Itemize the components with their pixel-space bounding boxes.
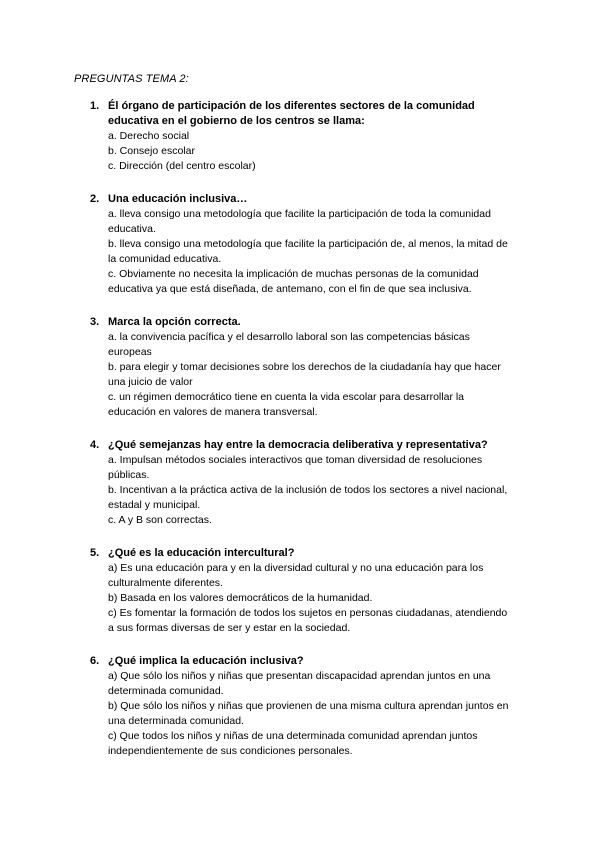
answer-option: c) Que todos los niños y niñas de una determinada comunidad aprendan juntos independientemente de sus condiciones personales.	[108, 730, 478, 757]
question-number: 6.	[90, 655, 100, 667]
question-text: ¿Qué implica la educación inclusiva?	[108, 655, 304, 667]
page-heading: PREGUNTAS TEMA 2:	[74, 73, 189, 85]
answer-option: a. la convivencia pacífica y el desarrollo laboral son las competencias básicas europeas	[108, 331, 470, 358]
question-item	[90, 654, 510, 759]
question-item	[90, 192, 510, 297]
answer-options	[108, 561, 510, 636]
question-number: 2.	[90, 193, 100, 205]
answer-options	[108, 453, 510, 528]
question-text: Una educación inclusiva…	[108, 193, 248, 205]
answer-option: b) Basada en los valores democráticos de la humanidad.	[108, 592, 373, 604]
answer-option: a. Derecho social	[108, 130, 190, 142]
answer-option: b) Que sólo los niños y niñas que provienen de una misma cultura aprendan juntos en una determinada comunidad.	[108, 700, 509, 727]
answer-options	[108, 207, 510, 297]
question-text: Él órgano de participación de los diferentes sectores de la comunidad educativa en el gobierno de los centros se llama:	[108, 100, 475, 127]
question-number: 4.	[90, 439, 100, 451]
answer-option: b. para elegir y tomar decisiones sobre los derechos de la ciudadanía hay que hacer una juicio de valor	[108, 361, 501, 388]
answer-option: b. lleva consigo una metodología que facilite la participación de, al menos, la mitad de la comunidad educativa.	[108, 238, 508, 265]
answer-option: c. un régimen democrático tiene en cuenta la vida escolar para desarrollar la educación en valores de manera transversal.	[108, 391, 465, 418]
answer-option: a. Impulsan métodos sociales interactivos que toman diversidad de resoluciones públicas.	[108, 454, 483, 481]
question-item	[90, 438, 510, 528]
question-item	[90, 546, 510, 636]
answer-option: c. Obviamente no necesita la implicación de muchas personas de la comunidad educativa ya que está diseñada, de antemano, con el fin de que sea inclusiva.	[108, 268, 479, 295]
answer-option: b. Incentivan a la práctica activa de la inclusión de todos los sectores a nivel nacional, estadal y municipal.	[108, 484, 508, 511]
question-text: ¿Qué semejanzas hay entre la democracia deliberativa y representativa?	[108, 439, 488, 451]
answer-option: a) Es una educación para y en la diversidad cultural y no una educación para los culturalmente diferentes.	[108, 562, 484, 589]
question-number: 3.	[90, 316, 100, 328]
answer-option: c. A y B son correctas.	[108, 514, 212, 526]
answer-option: b. Consejo escolar	[108, 145, 195, 157]
answer-options	[108, 330, 510, 420]
question-item	[90, 315, 510, 420]
answer-options	[108, 129, 510, 174]
question-list	[90, 99, 510, 777]
question-item	[90, 99, 510, 174]
answer-options	[108, 669, 510, 759]
answer-option: a) Que sólo los niños y niñas que presentan discapacidad aprendan juntos en una determinada comunidad.	[108, 670, 491, 697]
question-text: ¿Qué es la educación intercultural?	[108, 547, 295, 559]
answer-option: c. Dirección (del centro escolar)	[108, 160, 256, 172]
question-text: Marca la opción correcta.	[108, 316, 241, 328]
question-number: 1.	[90, 100, 100, 112]
answer-option: c) Es fomentar la formación de todos los sujetos en personas ciudadanas, atendiendo a sus formas diversas de ser y estar en la sociedad.	[108, 607, 508, 634]
answer-option: a. lleva consigo una metodología que facilite la participación de toda la comunidad educativa.	[108, 208, 491, 235]
question-number: 5.	[90, 547, 100, 559]
